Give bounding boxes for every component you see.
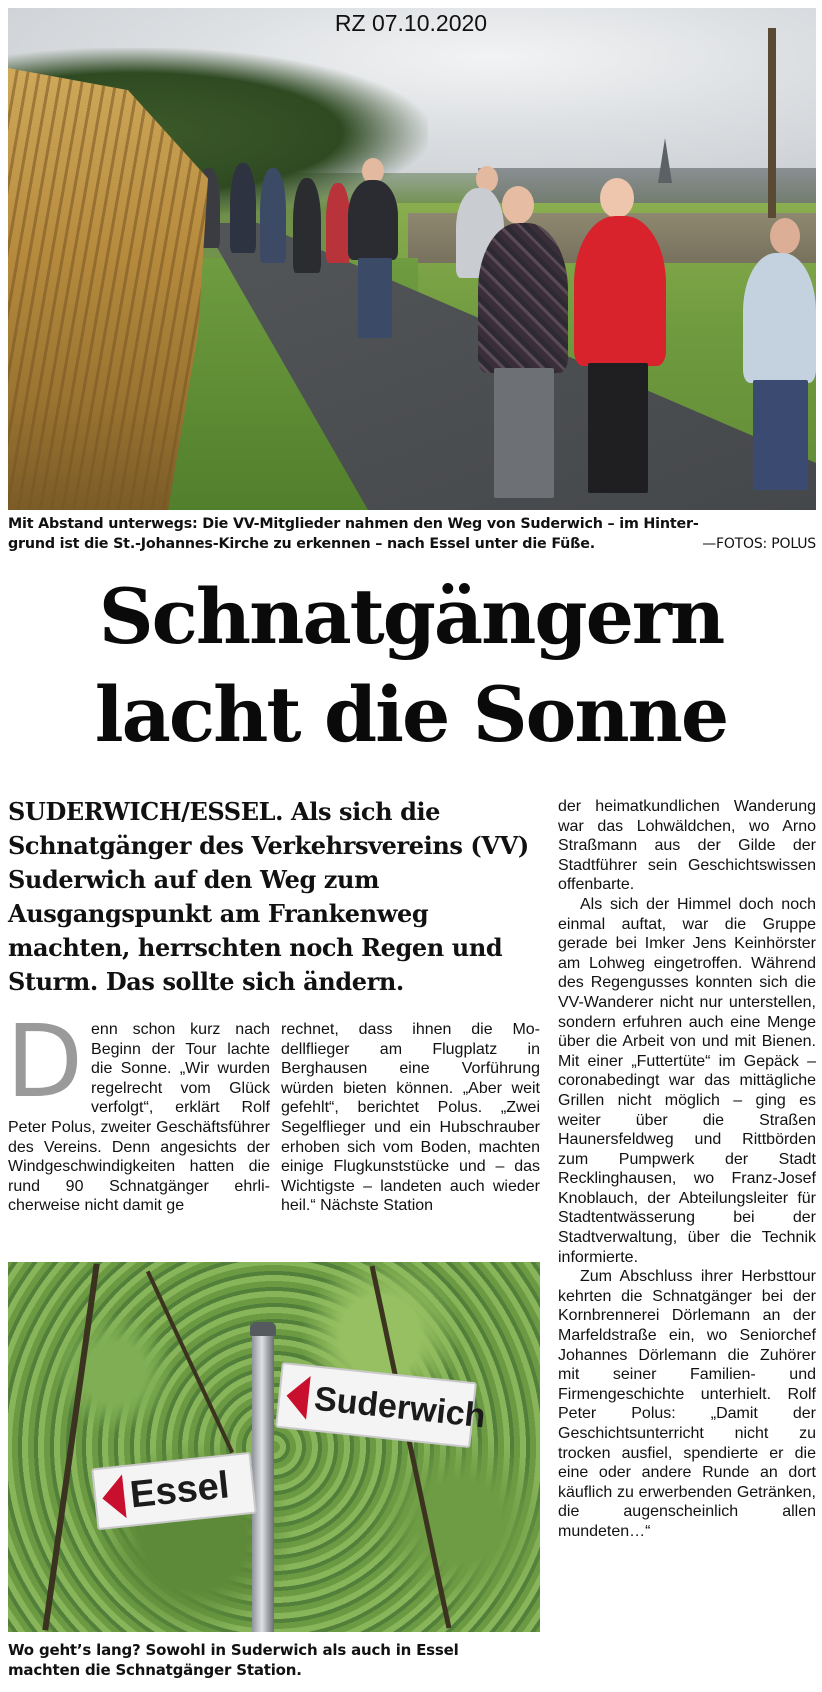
- red-chevron-icon: [100, 1474, 126, 1520]
- lead-paragraph: SUDERWICH/ESSEL. Als sich die Schnatgänger des Verkehrsvereins (VV) Suderwich auf den Weg zum Ausgangspunkt am Frankenweg machten, herrschten noch Regen und Sturm. Das sollte sich ändern.: [8, 797, 529, 996]
- photo-caption-bottom: [8, 1640, 540, 1680]
- sign-suderwich: [275, 1362, 488, 1448]
- church-spire: [658, 138, 672, 183]
- walker-legs: [358, 258, 392, 338]
- body-paragraph: rechnet, dass ihnen die Modellflieger am Flugplatz in Berghausen eine Vorführung würden bieten können. „Aber weit gefehlt“, berichtet Polus. „Zwei Segelflieger und ein Hubschrauber erhoben sich vom Boden, machten einige Flugkunststücke und – das Wichtigste – landeten auch wieder heil.“ Nächste Station: [281, 1021, 540, 1215]
- tree-branch: [146, 1271, 234, 1454]
- body-paragraph: der heimatkundlichen Wanderung war das Lohwäldchen, wo Arno Straßmann aus der Gilde der Stadtführer sein Geschichtswissen offenbarte.: [558, 798, 816, 894]
- tree-branch: [370, 1266, 452, 1629]
- photo-caption-top: [8, 514, 816, 554]
- headline: [0, 568, 822, 764]
- headline-line: Schnatgängern: [98, 572, 724, 661]
- body-column-2: [281, 1020, 540, 1216]
- tree-branch: [42, 1263, 99, 1630]
- woman-plaid-jacket: [478, 223, 568, 373]
- photo-credit: —FOTOS: POLUS: [702, 536, 816, 552]
- source-date: RZ 07.10.2020: [334, 10, 488, 36]
- sign-essel: [91, 1452, 257, 1530]
- walker-far: [260, 168, 286, 263]
- woman-black-trousers: [588, 363, 648, 493]
- woman-jeans: [753, 380, 808, 490]
- body-paragraph: Als sich der Himmel doch noch einmal auftat, war die Gruppe gerade bei Imker Jens Keinhörster am Lohweg eingetroffen. Während des Regengusses konnten sich die VV-Wanderer nicht nur unterstellen, sondern erfuhren auch eine Menge über die Arbeit von und mit Bienen. Mit einer „Futtertüte“ im Gepäck – coronabedingt war das mittägliche Grillen nicht möglich – ging es weiter über die Straßen Haunersfeldweg und Rittbörden zum Pumpwerk der Stadt Recklinghausen, wo Franz-Josef Knoblauch, der Abteilungsleiter für Stadtentwässerung bei der Stadtverwaltung, über die Technik informierte.: [558, 895, 816, 1266]
- walker-head: [770, 218, 800, 254]
- caption-line: machten die Schnatgänger Station.: [8, 1661, 302, 1679]
- group-walk-photo: [8, 8, 816, 510]
- sign-pole: [252, 1332, 274, 1632]
- body-paragraph: enn schon kurz nach Beginn der Tour lachte die Sonne. „Wir wurden regelrecht vom Glück verfolgt“, erklärt Rolf Peter Polus, zweiter Geschäftsführer des Vereins. Denn angesichts der Windgeschwindigkeiten hatten die rund 90 Schnatgänger ehrlicherweise nicht damit ge: [8, 1021, 270, 1215]
- caption-line: Mit Abstand unterwegs: Die VV-Mitglieder nahmen den Weg von Suderwich – im Hinter-: [8, 516, 699, 532]
- signpost-photo: [8, 1262, 540, 1632]
- walker-far: [326, 183, 350, 263]
- body-column-1: [6, 1003, 270, 1216]
- woman-red-jacket: [574, 216, 666, 366]
- walker-far: [230, 163, 256, 253]
- sign-pole-cap: [250, 1322, 276, 1336]
- walker-head: [600, 178, 634, 218]
- woman-blue-jacket: [743, 253, 816, 383]
- walker-man: [348, 180, 398, 260]
- sign-text: Essel: [127, 1463, 232, 1516]
- caption-line: grund ist die St.-Johannes-Kirche zu erkennen – nach Essel unter die Füße.: [8, 536, 595, 552]
- sign-text: Suderwich: [312, 1379, 488, 1435]
- walker-far: [293, 178, 321, 273]
- body-column-3: [558, 797, 816, 1542]
- woman-trousers: [494, 368, 554, 498]
- young-tree: [768, 28, 776, 218]
- headline-line: lacht die Sonne: [94, 670, 728, 759]
- red-chevron-icon: [284, 1374, 310, 1420]
- walker-head: [502, 186, 534, 224]
- drop-cap: D: [6, 1003, 84, 1120]
- caption-line: Wo geht’s lang? Sowohl in Suderwich als auch in Essel: [8, 1641, 459, 1659]
- body-paragraph: Zum Abschluss ihrer Herbsttour kehrten die Schnatgänger bei der Kornbrennerei Dörlemann an der Marfeldstraße ein, wo Seniorchef Johannes Dörlemann die Zuhörer mit seiner Familien- und Firmengeschichte unterhielt. Rolf Peter Polus: „Damit der Geschichtsunterricht nicht zu trocken ausfiel, spendierte er die eine oder andere Runde an dort käuflich zu erwerbenden Getränken, die augenscheinlich allen mundeten…“: [558, 1268, 816, 1540]
